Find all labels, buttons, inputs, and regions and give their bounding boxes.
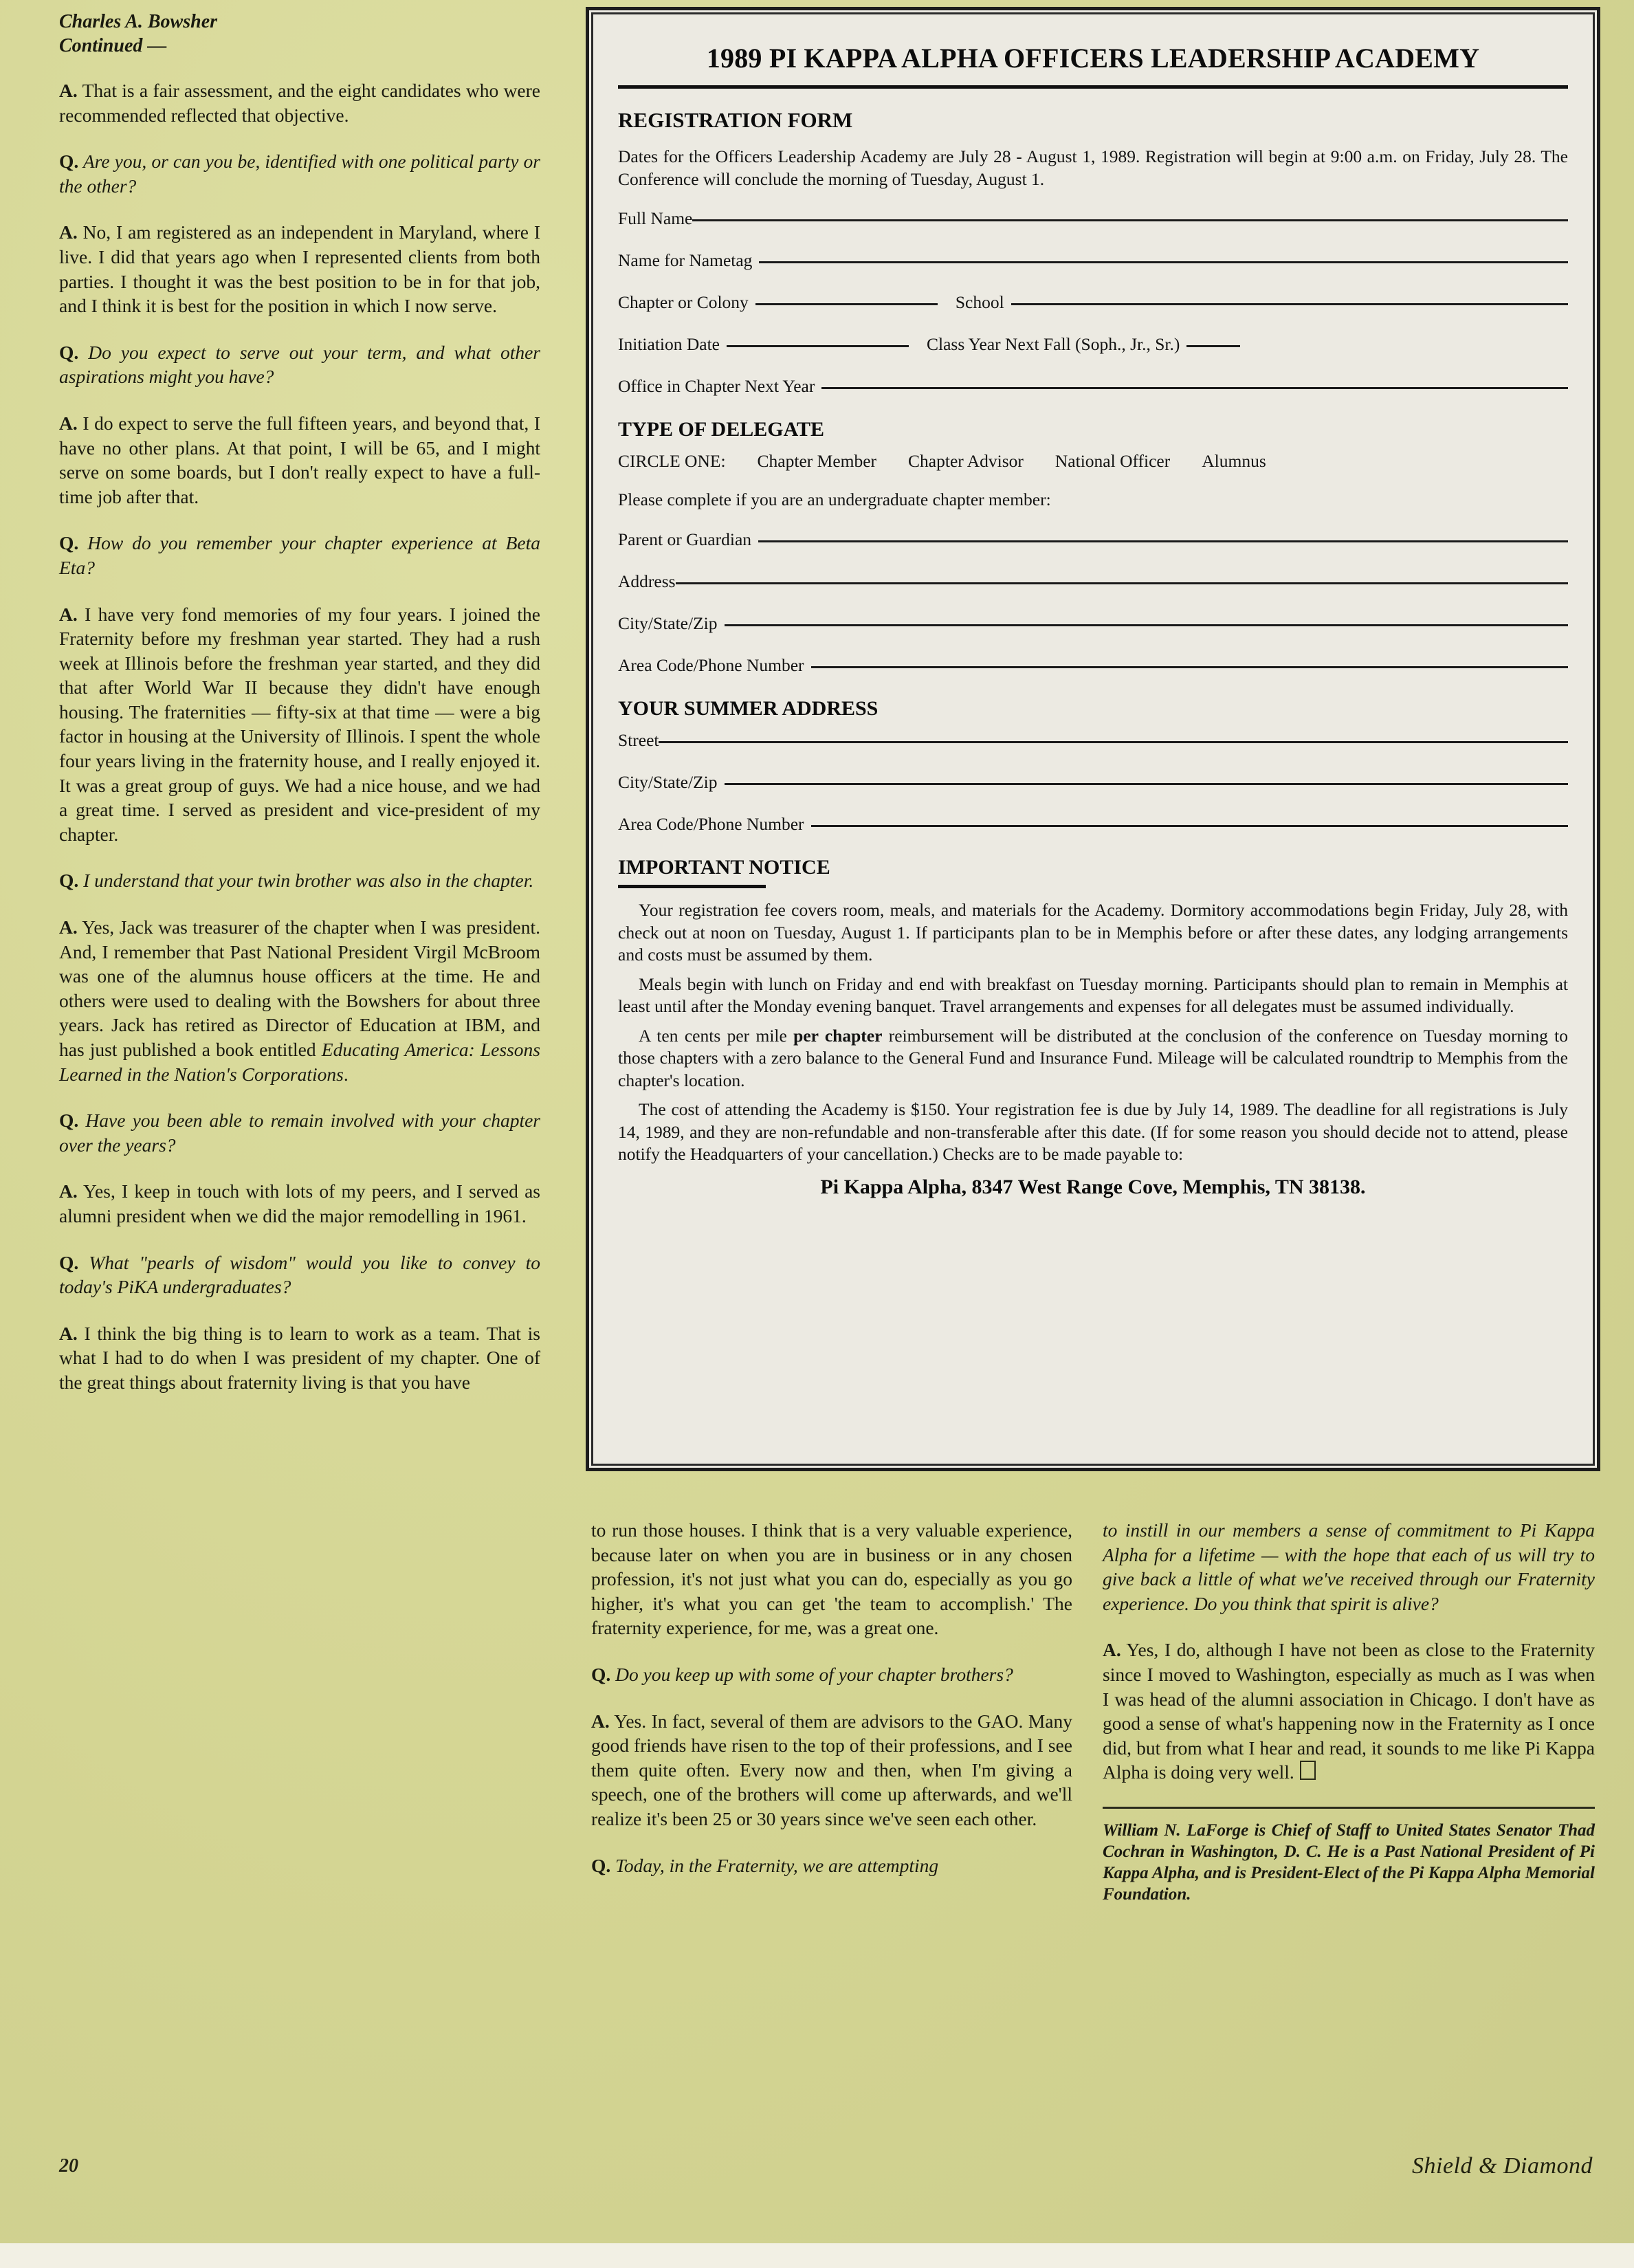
answer-block [591,1709,1072,1831]
answer-text: I have very fond memories of my four years. I joined the Fraternity before my freshman year started. They had a rush week at Illinois before the freshman year started, and they did that after World War II because they didn't have enough housing. The fraternities — fifty-six at that time — were a big factor in housing at the University of Illinois. I spent the whole four years living in the fraternity house, and I really enjoyed it. It was a great group of guys. We had a nice house, and we had a great time. I served as president and vice-president of my chapter. [59,603,540,845]
field-chapter-and-school[interactable] [618,292,1568,313]
field-office-next-year[interactable] [618,376,1568,397]
field-city-state-zip[interactable] [618,613,1568,634]
field-label: Address [618,571,676,591]
write-in-line[interactable] [821,386,1568,389]
field-label: Full Name [618,208,693,228]
running-head-continued: Continued — [59,35,167,56]
write-in-line[interactable] [659,740,1568,743]
field-label: Area Code/Phone Number [618,655,804,675]
answer-marker: A. [1103,1639,1121,1661]
page-number: 20 [59,2155,78,2177]
write-in-line[interactable] [725,624,1569,626]
field-label: City/State/Zip [618,613,718,633]
answer-marker: A. [59,412,78,434]
field-parent-or-guardian[interactable] [618,529,1568,550]
field-label: Parent or Guardian [618,529,752,549]
write-in-line[interactable] [755,302,938,305]
answer-marker: A. [59,80,78,101]
field-address[interactable] [618,571,1568,592]
form-dates-paragraph: Dates for the Officers Leadership Academy are July 28 - August 1, 1989. Registration will begin at 9:00 a.m. on Friday, July 28. The Conference will conclude the morning of Tuesday, August 1. [618,146,1568,189]
middle-text-column [591,1518,1072,1878]
running-head [59,10,540,58]
notice-paragraph: Meals begin with lunch on Friday and end with breakfast on Tuesday morning. Participants should plan to remain in Memphis at least until after the Monday evening banquet. Travel arrangements and expenses for all delegates must be assumed individually. [618,973,1568,1016]
write-in-line[interactable] [1011,302,1568,305]
answer-marker: A. [59,916,78,938]
question-marker: Q. [59,151,79,173]
answer-block [59,1321,540,1395]
answer-block [59,1179,540,1228]
answer-text: Yes, Jack was treasurer of the chapter when I was president. And, I remember that Past National President Virgil McBroom was one of the alumnus house officers at the time. He and others were used to dealing with the Bowshers for about three years. Jack has retired as Director of Education at IBM, and has just published a book entitled [59,916,540,1060]
registration-form-box [586,7,1600,1471]
form-title: 1989 PI KAPPA ALPHA OFFICERS LEADERSHIP ACADEMY [706,43,1480,74]
field-area-code-phone[interactable] [618,655,1568,676]
question-marker: Q. [591,1663,611,1685]
answer-block-final [1103,1638,1595,1785]
answer-text: No, I am registered as an independent in Maryland, where I live. I did that years ago when I represented clients from both parties. I thought it was the best position to be in for that job, and I think it is best for the position in which I now serve. [59,221,541,317]
notice-emphasis: per chapter [793,1025,883,1046]
question-marker: Q. [59,1251,79,1273]
question-marker: Q. [59,870,79,892]
answer-block [59,220,540,318]
left-text-column [59,10,540,1395]
field-label: Street [618,730,659,750]
notice-text: A ten cents per mile [639,1025,794,1046]
question-block [59,868,540,893]
answer-block [59,602,540,847]
end-of-article-square-icon [1300,1761,1316,1780]
question-text: I understand that your twin brother was also in the chapter. [83,870,534,892]
write-in-line[interactable] [676,582,1568,584]
write-in-line[interactable] [811,665,1568,668]
question-block [591,1853,1072,1878]
answer-marker: A. [59,1322,78,1344]
field-summer-city-state-zip[interactable] [618,772,1568,793]
question-text: What "pearls of wisdom" would you like to convey to today's PiKA undergraduates? [59,1251,540,1298]
running-head-name: Charles A. Bowsher [59,11,218,32]
answer-text: Yes. In fact, several of them are advisors to the GAO. Many good friends have risen to the top of their professions, and I see them quite often. Every now and then, when I'm giving a speech, one of the brothers will come up afterwards, and we'll realize it's been 25 or 30 years since we've seen each other. [591,1710,1072,1829]
delegate-option-alumnus[interactable]: Alumnus [1202,451,1266,471]
question-marker: Q. [59,1110,79,1132]
field-summer-area-code-phone[interactable] [618,814,1568,835]
field-label: Office in Chapter Next Year [618,376,815,396]
book-title: Educating America: Lessons Learned in the Nation's Corporations [59,1039,540,1085]
answer-marker: A. [59,603,78,625]
answer-text: Yes, I do, although I have not been as close to the Fraternity since I moved to Washington, especially as much as I was when I was head of the alumni association in Chicago. I don't have as good a sense of what's happening now in the Fraternity as I once did, but from what I hear and read, it sounds to me like Pi Kappa Alpha is doing very well. [1103,1639,1596,1783]
question-text: How do you remember your chapter experience at Beta Eta? [59,532,540,578]
payable-to-address: Pi Kappa Alpha, 8347 West Range Cove, Memphis, TN 38138. [820,1175,1366,1198]
field-name-for-nametag[interactable] [618,250,1568,271]
question-block [59,1251,540,1299]
field-label: Initiation Date [618,334,720,354]
answer-text: Yes, I keep in touch with lots of my peers, and I served as alumni president when we did the major remodelling in 1961. [59,1180,541,1226]
delegate-option-chapter-member[interactable]: Chapter Member [757,451,877,471]
title-rule [618,85,1568,89]
question-text: Have you been able to remain involved with your chapter over the years? [59,1110,540,1156]
right-text-column [1103,1518,1595,1905]
field-label: City/State/Zip [618,772,718,792]
circle-one-label: CIRCLE ONE: [618,451,726,471]
question-block [59,149,540,198]
answer-text: That is a fair assessment, and the eight candidates who were recommended reflected that objective. [59,80,540,126]
notice-rule [618,885,766,888]
question-marker: Q. [591,1854,611,1876]
question-text: Do you keep up with some of your chapter brothers? [615,1663,1013,1685]
scan-edge-strip [0,2243,1634,2268]
important-notice-heading: IMPORTANT NOTICE [618,856,830,879]
answer-block [59,78,540,127]
field-label: School [955,292,1004,312]
notice-paragraph: Your registration fee covers room, meals, and materials for the Academy. Dormitory accommodations begin Friday, July 28, with check out at noon on Tuesday, August 1. If participants plan to be in Memphis before or after these dates, any lodging arrangements and costs must be assumed by them. [618,900,1568,965]
masthead-logo: Shield & Diamond [1412,2153,1593,2179]
delegate-option-national-officer[interactable]: National Officer [1055,451,1171,471]
answer-block-with-title [59,915,540,1086]
notice-paragraph: The cost of attending the Academy is $150. Your registration fee is due by July 14, 1989. The deadline for all registrations is July 14, 1989, and they are non-refundable and non-transferable after this date. (If for some reason you should decide not to attend, please notify the Headquarters of your cancellation.) Checks are to be made payable to: [618,1099,1568,1164]
question-block [59,340,540,389]
circle-one-row [618,451,1568,472]
notice-text-tail: reimbursement will be distributed at the conclusion of the conference on Tuesday morning to those chapters with a zero balance to the General Fund and Insurance Fund. Mileage will be calculated roundtrip to Memphis from the chapter's location. [618,1025,1568,1090]
form-subtitle: REGISTRATION FORM [618,108,853,132]
answer-continuation: to run those houses. I think that is a very valuable experience, because later on when you are in business or in any chosen profession, it's not just what you can do, especially as you go higher, it's what you can get 'the team to accomplish.' The fraternity experience, for me, was a great one. [591,1519,1072,1639]
delegate-option-chapter-advisor[interactable]: Chapter Advisor [908,451,1024,471]
answer-block [59,411,540,509]
field-label: Name for Nametag [618,250,753,270]
author-bio: William N. LaForge is Chief of Staff to United States Senator Thad Cochran in Washington, D. C. He is a Past National President of Pi Kappa Alpha, and is President-Elect of the Pi Kappa Alpha Memorial Foundation. [1103,1820,1595,1904]
question-block [59,1108,540,1157]
write-in-line[interactable] [759,261,1568,263]
write-in-line[interactable] [692,219,1568,221]
field-full-name[interactable] [618,208,1568,229]
question-marker: Q. [59,341,79,363]
write-in-line[interactable] [727,344,909,347]
field-initiation-and-class-year[interactable] [618,334,1568,355]
answer-marker: A. [59,1180,78,1202]
write-in-line[interactable] [811,824,1568,827]
question-marker: Q. [59,532,79,554]
field-label: Class Year Next Fall (Soph., Jr., Sr.) [927,334,1180,354]
write-in-line[interactable] [1186,344,1240,347]
answer-text: I do expect to serve the full fifteen years, and beyond that, I have no other plans. At that point, I will be 65, and I might serve on some boards, but I don't really expect to have a full-time job after that. [59,412,540,507]
question-block [591,1662,1072,1687]
field-summer-street[interactable] [618,730,1568,751]
byline-divider [1103,1807,1595,1809]
answer-marker: A. [591,1710,610,1732]
answer-text: I think the big thing is to learn to work as a team. That is what I had to do when I was president of my chapter. One of the great things about fraternity living is that you have [59,1322,540,1393]
question-text: Do you expect to serve out your term, and what other aspirations might you have? [59,341,541,388]
question-block [59,531,540,580]
answer-marker: A. [59,221,78,243]
question-continuation: to instill in our members a sense of commitment to Pi Kappa Alpha for a lifetime — with the hope that each of us will try to give back a little of what we've received through our Fraternity experience. Do you think that spirit is alive? [1103,1519,1595,1614]
field-label: Area Code/Phone Number [618,814,804,834]
undergraduate-note: Please complete if you are an undergraduate chapter member: [618,489,1051,509]
type-of-delegate-heading: TYPE OF DELEGATE [618,418,825,441]
notice-paragraph [618,1025,1568,1092]
question-text: Are you, or can you be, identified with one political party or the other? [59,151,540,197]
write-in-line[interactable] [725,782,1569,785]
summer-address-heading: YOUR SUMMER ADDRESS [618,697,879,720]
answer-text-tail: . [343,1063,349,1085]
field-label: Chapter or Colony [618,292,749,312]
write-in-line[interactable] [758,540,1568,542]
question-text: Today, in the Fraternity, we are attempting [615,1854,939,1876]
